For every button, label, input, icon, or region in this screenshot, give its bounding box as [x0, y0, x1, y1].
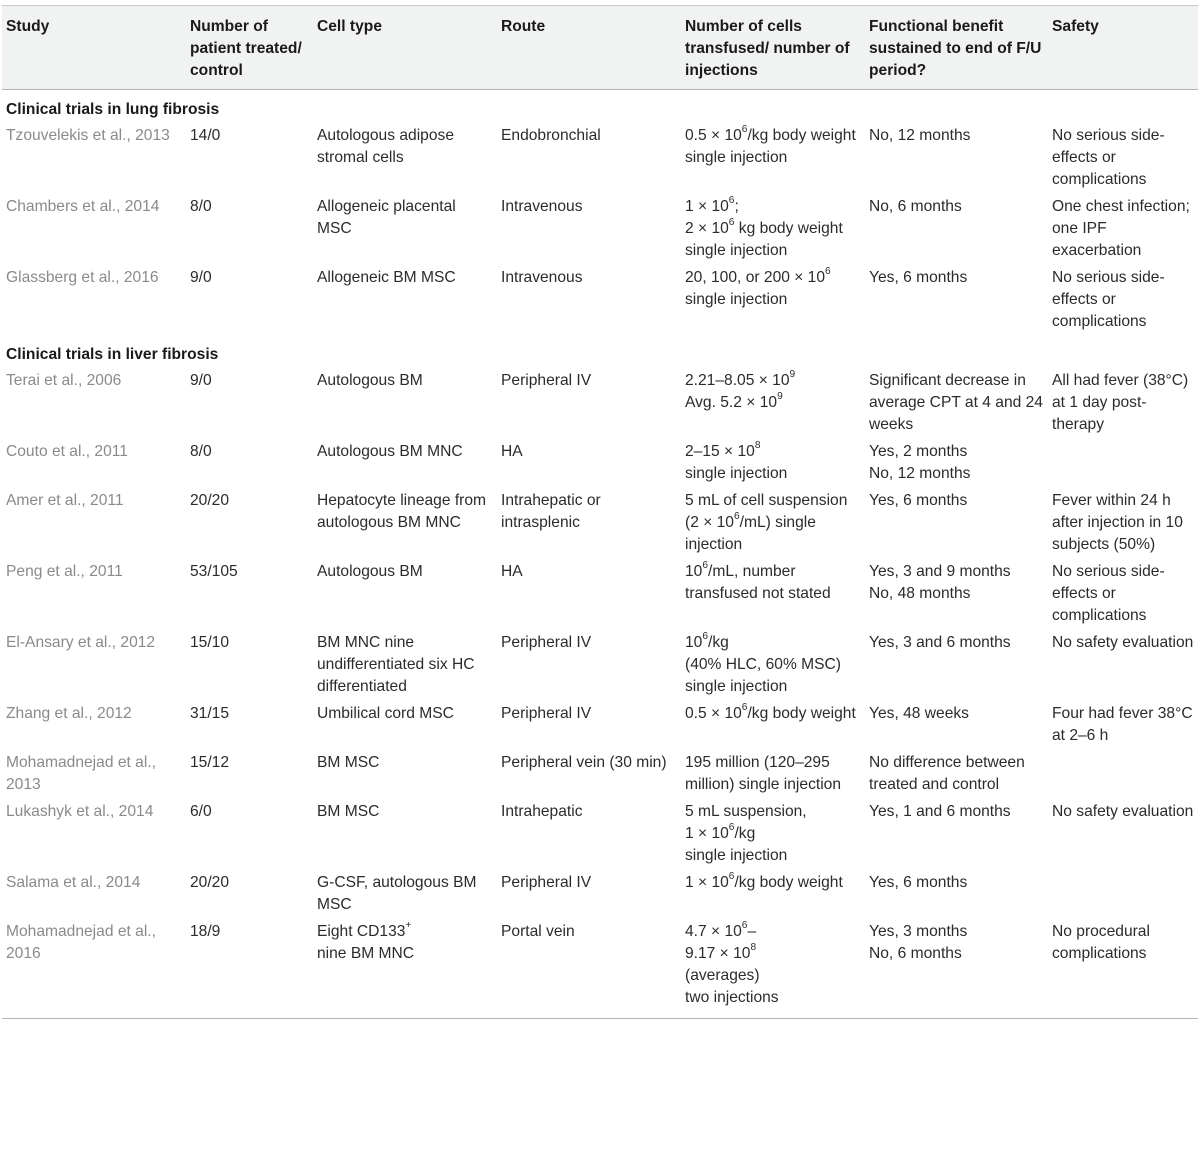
cell-patients: 20/20	[190, 492, 230, 509]
section-title: Clinical trials in liver fibrosis	[6, 346, 219, 363]
cell-route: HA	[501, 563, 523, 580]
cell-patients: 9/0	[190, 269, 212, 286]
cell-type: BM MSC	[317, 803, 380, 820]
header-study: Study	[6, 18, 50, 35]
cell-safety: Fever within 24 h after injection in 10 subjects (50%)	[1052, 492, 1183, 553]
cell-type: BM MNC nine undifferentiated six HC differentiated	[317, 634, 475, 695]
cell-cells-transfused: $0.5 \times 10^6/kg$ body weight single injection	[685, 124, 856, 166]
cell-functional-benefit: Yes, 48 weeks	[869, 705, 969, 722]
cell-safety: No procedural complications	[1052, 923, 1150, 962]
cell-safety: One chest infection; one IPF exacerbation	[1052, 198, 1190, 259]
cell-route: Peripheral IV	[501, 874, 592, 891]
cell-functional-benefit: Yes, 3 months No, 6 months	[869, 923, 968, 962]
table-row	[2, 193, 1198, 264]
table-row	[2, 438, 1198, 487]
table-row	[2, 122, 1198, 193]
cell-study: Tzouvelekis et al., 2013	[6, 127, 170, 144]
cell-type: Autologous adipose stromal cells	[317, 127, 454, 166]
cell-route: Intravenous	[501, 269, 583, 286]
cell-type: Autologous BM	[317, 372, 423, 389]
cell-safety	[1048, 749, 1198, 798]
cell-route: Intrahepatic or intrasplenic	[501, 492, 601, 531]
cell-study: Couto et al., 2011	[6, 443, 128, 460]
cell-type: G-CSF, autologous BM MSC	[317, 874, 477, 913]
cell-type: Allogeneic placental MSC	[317, 198, 456, 237]
cell-cells-transfused: $2.21-8.05 \times 10^9$ Avg. $5.2 \times 10^9$	[685, 369, 796, 411]
header-patients: Number of patient treated/ control	[190, 18, 302, 79]
cell-route: Peripheral IV	[501, 634, 592, 651]
cell-type: Autologous BM MNC	[317, 443, 463, 460]
trials-table	[2, 5, 1198, 1019]
cell-safety: No safety evaluation	[1052, 803, 1194, 820]
cell-cells-transfused: $10^6/mL$, number transfused not stated	[685, 560, 831, 602]
cell-functional-benefit: Significant decrease in average CPT at 4 and 24 weeks	[869, 372, 1043, 433]
header-functional-benefit: Functional benefit sustained to end of F/U period?	[869, 18, 1042, 79]
header-cell-type: Cell type	[317, 18, 382, 35]
cell-route: Portal vein	[501, 923, 575, 940]
table-row	[2, 629, 1198, 700]
cell-functional-benefit: Yes, 6 months	[869, 874, 968, 891]
cell-study: Amer et al., 2011	[6, 492, 124, 509]
table-body	[2, 90, 1198, 1019]
cell-cells-transfused: $1 \times 10^6$; $2 \times 10^6$ kg body weight single injection	[685, 195, 843, 259]
header-cells-transfused: Number of cells transfused/ number of injections	[685, 18, 850, 79]
cell-study: El-Ansary et al., 2012	[6, 634, 156, 651]
table-header	[2, 6, 1198, 90]
cell-cells-transfused: $2-15 \times 10^8$ single injection	[685, 440, 788, 482]
cell-safety: No safety evaluation	[1052, 634, 1194, 651]
cell-study: Salama et al., 2014	[6, 874, 141, 891]
cell-route: Intrahepatic	[501, 803, 583, 820]
cell-functional-benefit: No, 6 months	[869, 198, 962, 215]
cell-study: Chambers et al., 2014	[6, 198, 160, 215]
cell-functional-benefit: Yes, 3 and 6 months	[869, 634, 1011, 651]
cell-patients: 20/20	[190, 874, 230, 891]
header-safety: Safety	[1052, 18, 1099, 35]
cell-safety: No serious side-effects or complications	[1052, 269, 1165, 330]
cell-route: Endobronchial	[501, 127, 601, 144]
cell-patients: 14/0	[190, 127, 221, 144]
cell-study: Terai et al., 2006	[6, 372, 122, 389]
cell-patients: 6/0	[190, 803, 212, 820]
cell-patients: 18/9	[190, 923, 221, 940]
header-row	[2, 6, 1198, 90]
section-row	[2, 90, 1198, 123]
table-row	[2, 798, 1198, 869]
header-route: Route	[501, 18, 546, 35]
cell-cells-transfused: $0.5 \times 10^6/kg$ body weight	[685, 702, 856, 722]
cell-functional-benefit: No, 12 months	[869, 127, 971, 144]
cell-functional-benefit: Yes, 1 and 6 months	[869, 803, 1011, 820]
cell-study: Lukashyk et al., 2014	[6, 803, 154, 820]
table-row	[2, 264, 1198, 335]
section-row	[2, 335, 1198, 367]
cell-cells-transfused: $1 \times 10^6/kg$ body weight	[685, 871, 843, 891]
cell-cells-transfused: 5 mL suspension, $1 \times 10^6/kg$ single injection	[685, 803, 807, 864]
cell-route: Peripheral vein (30 min)	[501, 754, 667, 771]
cell-type: BM MSC	[317, 754, 380, 771]
cell-type: Hepatocyte lineage from autologous BM MNC	[317, 492, 487, 531]
cell-patients: 9/0	[190, 372, 212, 389]
table-row	[2, 700, 1198, 749]
cell-study: Zhang et al., 2012	[6, 705, 132, 722]
cell-route: Peripheral IV	[501, 705, 592, 722]
table-row	[2, 558, 1198, 629]
cell-study: Glassberg et al., 2016	[6, 269, 159, 286]
cell-patients: 53/105	[190, 563, 238, 580]
table-row	[2, 367, 1198, 438]
table-row	[2, 869, 1198, 918]
table-row	[2, 487, 1198, 558]
cell-type: Umbilical cord MSC	[317, 705, 454, 722]
cell-safety	[1048, 438, 1198, 487]
cell-type: Allogeneic BM MSC	[317, 269, 456, 286]
cell-route: HA	[501, 443, 523, 460]
cell-route: Intravenous	[501, 198, 583, 215]
cell-study: Peng et al., 2011	[6, 563, 123, 580]
cell-study: Mohamadnejad et al., 2013	[6, 754, 156, 793]
cell-functional-benefit: Yes, 3 and 9 months No, 48 months	[869, 563, 1011, 602]
cell-patients: 31/15	[190, 705, 230, 722]
cell-safety	[1048, 869, 1198, 918]
cell-cells-transfused: 195 million (120–295 million) single injection	[685, 754, 842, 793]
cell-patients: 8/0	[190, 443, 212, 460]
cell-cells-transfused: $4.7 \times 10^6-$ $9.17 \times 10^8$ (averages) two injections	[685, 920, 779, 1006]
cell-safety: No serious side-effects or complications	[1052, 127, 1165, 188]
cell-study: Mohamadnejad et al., 2016	[6, 923, 156, 962]
cell-route: Peripheral IV	[501, 372, 592, 389]
cell-patients: 8/0	[190, 198, 212, 215]
table-row	[2, 918, 1198, 1019]
cell-functional-benefit: Yes, 6 months	[869, 492, 968, 509]
cell-cells-transfused: 5 mL of cell suspension $(2 \times 10^6/mL)$ single injection	[685, 492, 848, 553]
cell-functional-benefit: Yes, 6 months	[869, 269, 968, 286]
cell-patients: 15/12	[190, 754, 230, 771]
cell-safety: Four had fever 38°C at 2–6 h	[1052, 705, 1193, 744]
cell-cells-transfused: 20, 100, or $200 \times 10^6$ single injection	[685, 266, 831, 308]
cell-functional-benefit: No difference between treated and control	[869, 754, 1025, 793]
cell-functional-benefit: Yes, 2 months No, 12 months	[869, 443, 971, 482]
cell-type: Eight CD133+ nine BM MNC	[317, 920, 415, 962]
cell-cells-transfused: $10^6/kg$ (40% HLC, 60% MSC) single injection	[685, 631, 841, 695]
cell-safety: All had fever (38°C) at 1 day post-therapy	[1052, 372, 1189, 433]
cell-type: Autologous BM	[317, 563, 423, 580]
section-title: Clinical trials in lung fibrosis	[6, 101, 220, 118]
table-row	[2, 749, 1198, 798]
cell-patients: 15/10	[190, 634, 230, 651]
cell-safety: No serious side-effects or complications	[1052, 563, 1165, 624]
